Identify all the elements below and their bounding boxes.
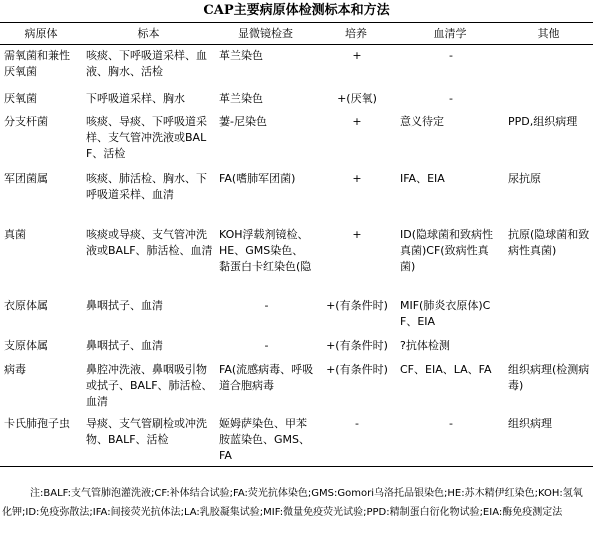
cell-serology: ?抗体检测 [400, 338, 450, 352]
cell-serology: - [449, 49, 453, 62]
cell-microscopy: 革兰染色 [219, 91, 263, 105]
cell-specimen: 咳痰、导痰、下呼吸道采样、支气管冲洗液或BALF、活检 [86, 114, 207, 160]
header-pathogen: 病原体 [0, 23, 82, 45]
cell-culture: - [316, 413, 396, 467]
cell-pathogen: 病毒 [4, 362, 26, 376]
table-row [0, 168, 593, 224]
table-title: CAP主要病原体检测标本和方法 [203, 3, 390, 18]
cell-pathogen: 衣原体属 [4, 298, 48, 312]
table-row [0, 224, 593, 295]
table-header-row [0, 23, 593, 45]
table-row [0, 88, 593, 111]
cell-culture: + [352, 114, 362, 128]
cell-pathogen: 支原体属 [4, 338, 48, 352]
cell-specimen: 鼻腔冲洗液、鼻咽吸引物或拭子、BALF、肺活检、血清 [86, 362, 213, 408]
cell-serology: CF、EIA、LA、FA [400, 362, 492, 376]
cell-other: 尿抗原 [508, 171, 541, 185]
cell-microscopy: - [264, 338, 269, 352]
footnote-text: 注:BALF:支气管肺泡灌洗液;CF:补体结合试验;FA:荧光抗体染色;GMS:Gomori乌洛托品银染色;HE:苏木精伊红染色;KOH:氢氧化钾;ID:免疫弥散法;IFA:间接荧光抗体法;LA:乳胶凝集试验;MIF:微量免疫荧光试验;PPD:精制蛋白衍化物试验;EIA:酶免疫测定法 [2, 488, 583, 518]
cell-microscopy: 萋-尼染色 [219, 114, 267, 128]
cell-serology: MIF(肺炎衣原体)CF、EIA [400, 298, 491, 328]
table-row [0, 111, 593, 168]
header-serology: 血清学 [396, 23, 504, 45]
cell-microscopy: FA(流感病毒、呼吸道合胞病毒 [219, 362, 314, 392]
cell-microscopy: 革兰染色 [219, 49, 263, 62]
cell-other: PPD,组织病理 [508, 114, 578, 128]
cell-microscopy: KOH浮载剂镜检、HE、GMS染色、黏蛋白卡红染色(隐 [219, 227, 312, 273]
header-specimen: 标本 [82, 23, 215, 45]
header-microscopy: 显微镜检查 [215, 23, 316, 45]
header-culture: 培养 [316, 23, 396, 45]
cell-pathogen: 厌氧菌 [4, 91, 37, 105]
cell-serology: - [396, 413, 504, 467]
cell-specimen: 鼻咽拭子、血清 [86, 338, 163, 352]
cell-other: 抗原(隐球菌和致病性真菌) [508, 227, 590, 257]
cell-specimen: 导痰、支气管刷检或冲洗物、BALF、活检 [82, 413, 215, 467]
cell-culture: + [352, 49, 362, 62]
cell-culture: +(有条件时) [326, 338, 388, 352]
cell-microscopy: 姬姆萨染色、甲苯胺蓝染色、GMS、FA [215, 413, 316, 467]
table-row [0, 45, 593, 88]
cell-microscopy: FA(嗜肺军团菌) [219, 171, 296, 185]
header-other: 其他 [504, 23, 593, 45]
cell-microscopy: - [264, 298, 269, 312]
cell-pathogen: 军团菌属 [4, 171, 48, 185]
cell-specimen: 下呼吸道采样、胸水 [86, 91, 185, 105]
cell-specimen: 鼻咽拭子、血清 [86, 298, 163, 312]
cell-culture: + [352, 171, 362, 185]
cell-other [504, 45, 593, 88]
cell-culture: + [352, 227, 362, 241]
cell-pathogen: 真菌 [4, 227, 26, 241]
cell-culture: +(厌氧) [337, 91, 377, 105]
cell-specimen: 咳痰、下呼吸道采样、血液、胸水、活检 [86, 49, 207, 78]
cell-other [504, 335, 593, 359]
cell-other [504, 88, 593, 111]
cell-specimen: 咳痰、肺活检、胸水、下呼吸道采样、血清 [86, 171, 207, 201]
cell-pathogen: 需氧菌和兼性厌氧菌 [4, 49, 70, 78]
cell-culture: +(有条件时) [326, 362, 388, 376]
cell-pathogen: 分支杆菌 [4, 114, 48, 128]
cell-specimen: 咳痰或导痰、支气管冲洗液或BALF、肺活检、血清 [86, 227, 213, 257]
cell-serology: 意义待定 [400, 114, 444, 128]
pathogen-table [0, 22, 593, 467]
table-row [0, 413, 593, 467]
table-row [0, 359, 593, 413]
cell-pathogen: 卡氏肺孢子虫 [0, 413, 82, 467]
cell-serology: - [449, 91, 453, 105]
cell-serology: IFA、EIA [400, 171, 445, 185]
table-row [0, 295, 593, 335]
table-row [0, 335, 593, 359]
cell-culture: +(有条件时) [326, 298, 388, 312]
cell-other: 组织病理(检测病毒) [508, 362, 590, 392]
cell-serology: ID(隐球菌和致病性真菌)CF(致病性真菌) [400, 227, 494, 273]
cell-other [504, 295, 593, 335]
table-footnotes [0, 484, 591, 522]
cell-other: 组织病理 [504, 413, 593, 467]
